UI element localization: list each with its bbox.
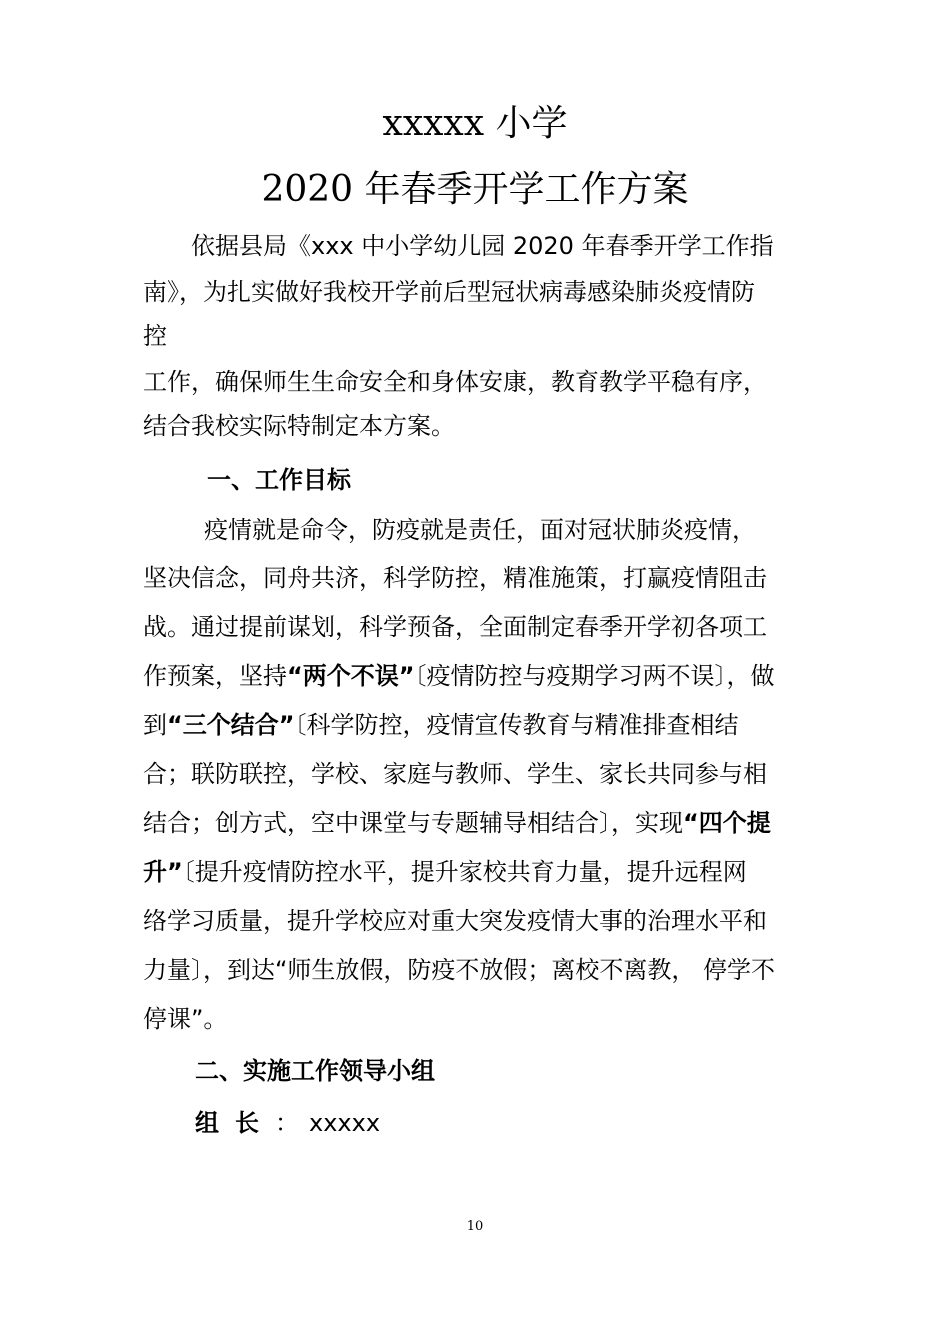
goals-line-3: 战。通过提前谋划，科学预备，全面制定春季开学初各项工 <box>143 613 767 641</box>
goals-line-9: 络学习质量，提升学校应对重大突发疫情大事的治理水平和 <box>143 907 767 935</box>
goals-line-5-text: 到 <box>143 711 167 739</box>
goals-line-8-rest: 〔提升疫情防控水平，提升家校共育力量，提升远程网 <box>182 858 747 886</box>
intro-line-2: 南》，为扎实做好我校开学前后型冠状病毒感染肺炎疫情防 <box>143 278 755 306</box>
intro-line-5: 结合我校实际特制定本方案。 <box>143 412 455 440</box>
page-number: 10 <box>466 1219 484 1234</box>
intro-line-4: 工作，确保师生生命安全和身体安康，教育教学平稳有序， <box>143 368 767 396</box>
goals-line-7 <box>143 807 771 839</box>
two-no-miss-emphasis: “两个不误” <box>287 662 415 690</box>
leader-value: xxxxx <box>309 1109 381 1137</box>
leader-separator: ： <box>275 1109 299 1137</box>
goals-line-8 <box>143 856 747 888</box>
document-title-plan: 2020 年春季开学工作方案 <box>261 169 689 210</box>
three-combinations-emphasis: “三个结合” <box>167 711 295 739</box>
document-title-school: xxxxx 小学 <box>382 103 568 144</box>
goals-line-5-rest: 〔科学防控，疫情宣传教育与精准排查相结 <box>294 711 739 739</box>
goals-line-11: 停课”。 <box>143 1005 228 1033</box>
section-heading-goals: 一、工作目标 <box>207 466 351 494</box>
leader-row <box>195 1107 380 1139</box>
intro-line-1: 依据县局《xxx 中小学幼儿园 2020 年春季开学工作指 <box>143 232 774 260</box>
goals-line-4-rest: 〔疫情防控与疫期学习两不误〕，做 <box>414 662 775 690</box>
intro-line-3: 控 <box>143 322 167 350</box>
goals-line-5 <box>143 709 739 741</box>
goals-line-6: 合；联防联控，学校、家庭与教师、学生、家长共同参与相 <box>143 760 767 788</box>
section-heading-leadership: 二、实施工作领导小组 <box>195 1057 435 1085</box>
goals-line-7-text: 结合；创方式，空中课堂与专题辅导相结合〕，实现 <box>143 809 683 837</box>
goals-line-4-text: 作预案，坚持 <box>143 662 287 690</box>
four-improvements-emphasis-start: “四个提 <box>683 809 771 837</box>
goals-line-2: 坚决信念，同舟共济，科学防控，精准施策，打赢疫情阻击 <box>143 564 767 592</box>
four-improvements-emphasis-end: 升” <box>143 858 183 886</box>
leader-label: 组长 <box>195 1109 275 1137</box>
goals-line-1: 疫情就是命令，防疫就是责任，面对冠状肺炎疫情， <box>180 516 756 544</box>
goals-line-4 <box>143 660 775 692</box>
goals-line-10: 力量〕，到达“师生放假，防疫不放假；离校不离教， 停学不 <box>143 956 776 984</box>
